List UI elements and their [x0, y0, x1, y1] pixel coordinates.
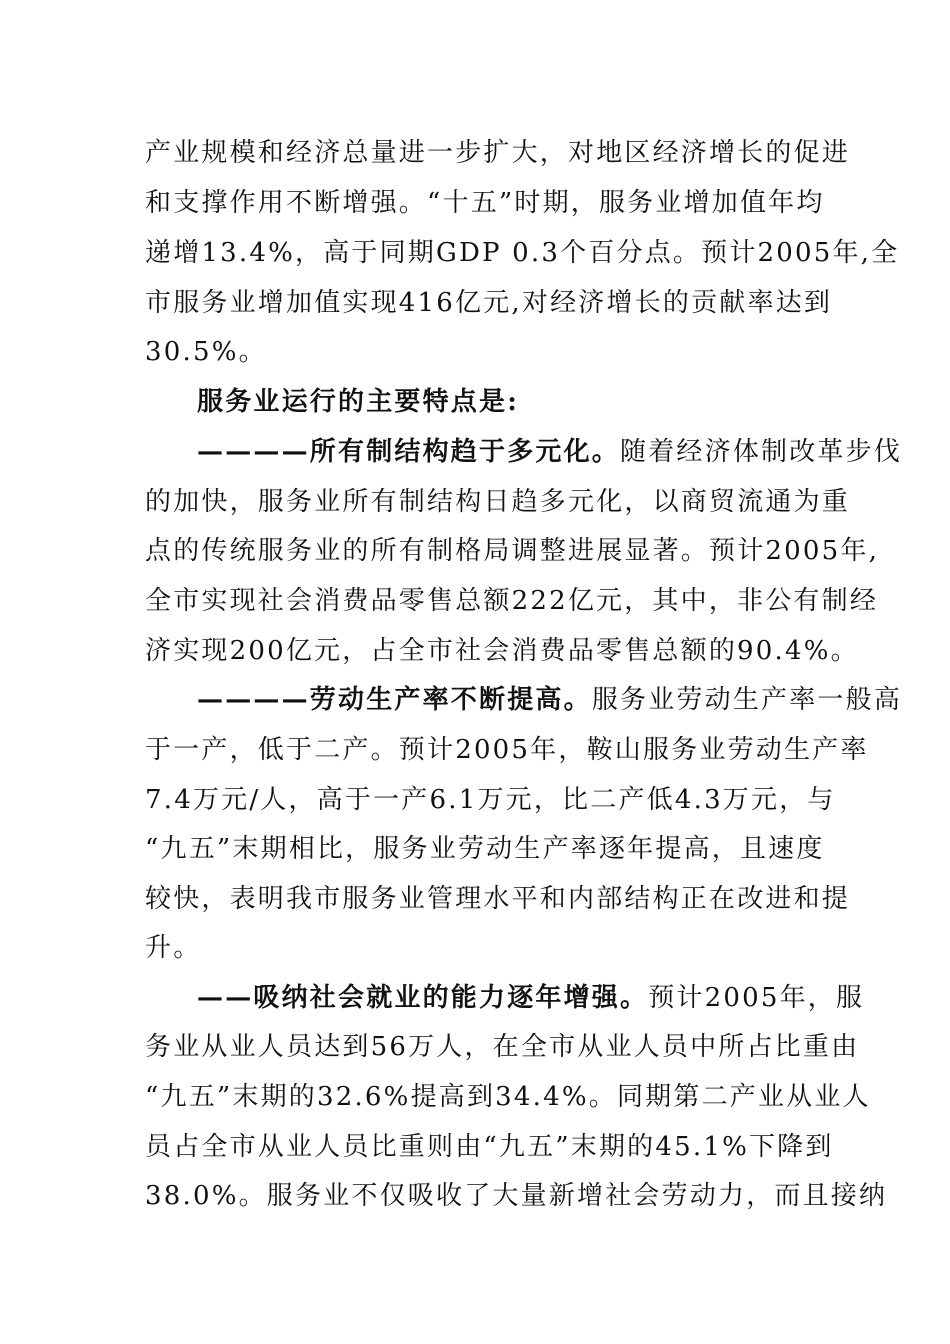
paragraph-line: 务业从业人员达到56万人，在全市从业人员中所占比重由 [145, 1032, 860, 1062]
paragraph-line: 员占全市从业人员比重则由“九五”末期的45.1%下降到 [145, 1132, 834, 1162]
bold-lead-text: ——吸纳社会就业的能力逐年增强。 [197, 983, 649, 1013]
paragraph-line: 递增13.4%，高于同期GDP 0.3个百分点。预计2005年,全 [145, 238, 900, 268]
section-heading: 服务业运行的主要特点是: [197, 387, 519, 417]
paragraph-line: 于一产，低于二产。预计2005年，鞍山服务业劳动生产率 [145, 735, 869, 765]
paragraph-first-line [197, 432, 903, 472]
paragraph-line: 较快，表明我市服务业管理水平和内部结构正在改进和提 [145, 884, 851, 914]
paragraph-text: 服务业劳动生产率一般高 [591, 685, 903, 715]
paragraph-line: 产业规模和经济总量进一步扩大，对地区经济增长的促进 [145, 138, 851, 168]
paragraph-line: 的加快，服务业所有制结构日趋多元化，以商贸流通为重 [145, 487, 851, 517]
paragraph-line: 济实现200亿元，占全市社会消费品零售总额的90.4%。 [145, 636, 859, 666]
bold-lead-text: ————劳动生产率不断提高。 [197, 685, 592, 715]
paragraph-line: 升。 [145, 933, 202, 963]
paragraph-line: 点的传统服务业的所有制格局调整进展显著。预计2005年, [145, 536, 880, 566]
paragraph-line: “九五”末期的32.6%提高到34.4%。同期第二产业从业人 [145, 1082, 871, 1112]
paragraph-line: 7.4万元/人，高于一产6.1万元，比二产低4.3万元，与 [145, 785, 836, 815]
paragraph-line: 和支撑作用不断增强。“十五”时期，服务业增加值年均 [145, 188, 825, 218]
paragraph-first-line [197, 680, 903, 720]
paragraph-first-line [197, 978, 865, 1018]
paragraph-line: 30.5%。 [145, 337, 267, 367]
paragraph-line: 38.0%。服务业不仅吸收了大量新增社会劳动力，而且接纳 [145, 1181, 888, 1211]
paragraph-text: 随着经济体制改革步伐 [620, 437, 903, 467]
paragraph-line: 全市实现社会消费品零售总额222亿元，其中，非公有制经 [145, 586, 879, 616]
bold-lead-text: ————所有制结构趋于多元化。 [197, 437, 621, 467]
paragraph-line: “九五”末期相比，服务业劳动生产率逐年提高，且速度 [145, 834, 825, 864]
paragraph-text: 预计2005年，服 [648, 983, 865, 1013]
paragraph-line: 市服务业增加值实现416亿元,对经济增长的贡献率达到 [145, 288, 833, 318]
